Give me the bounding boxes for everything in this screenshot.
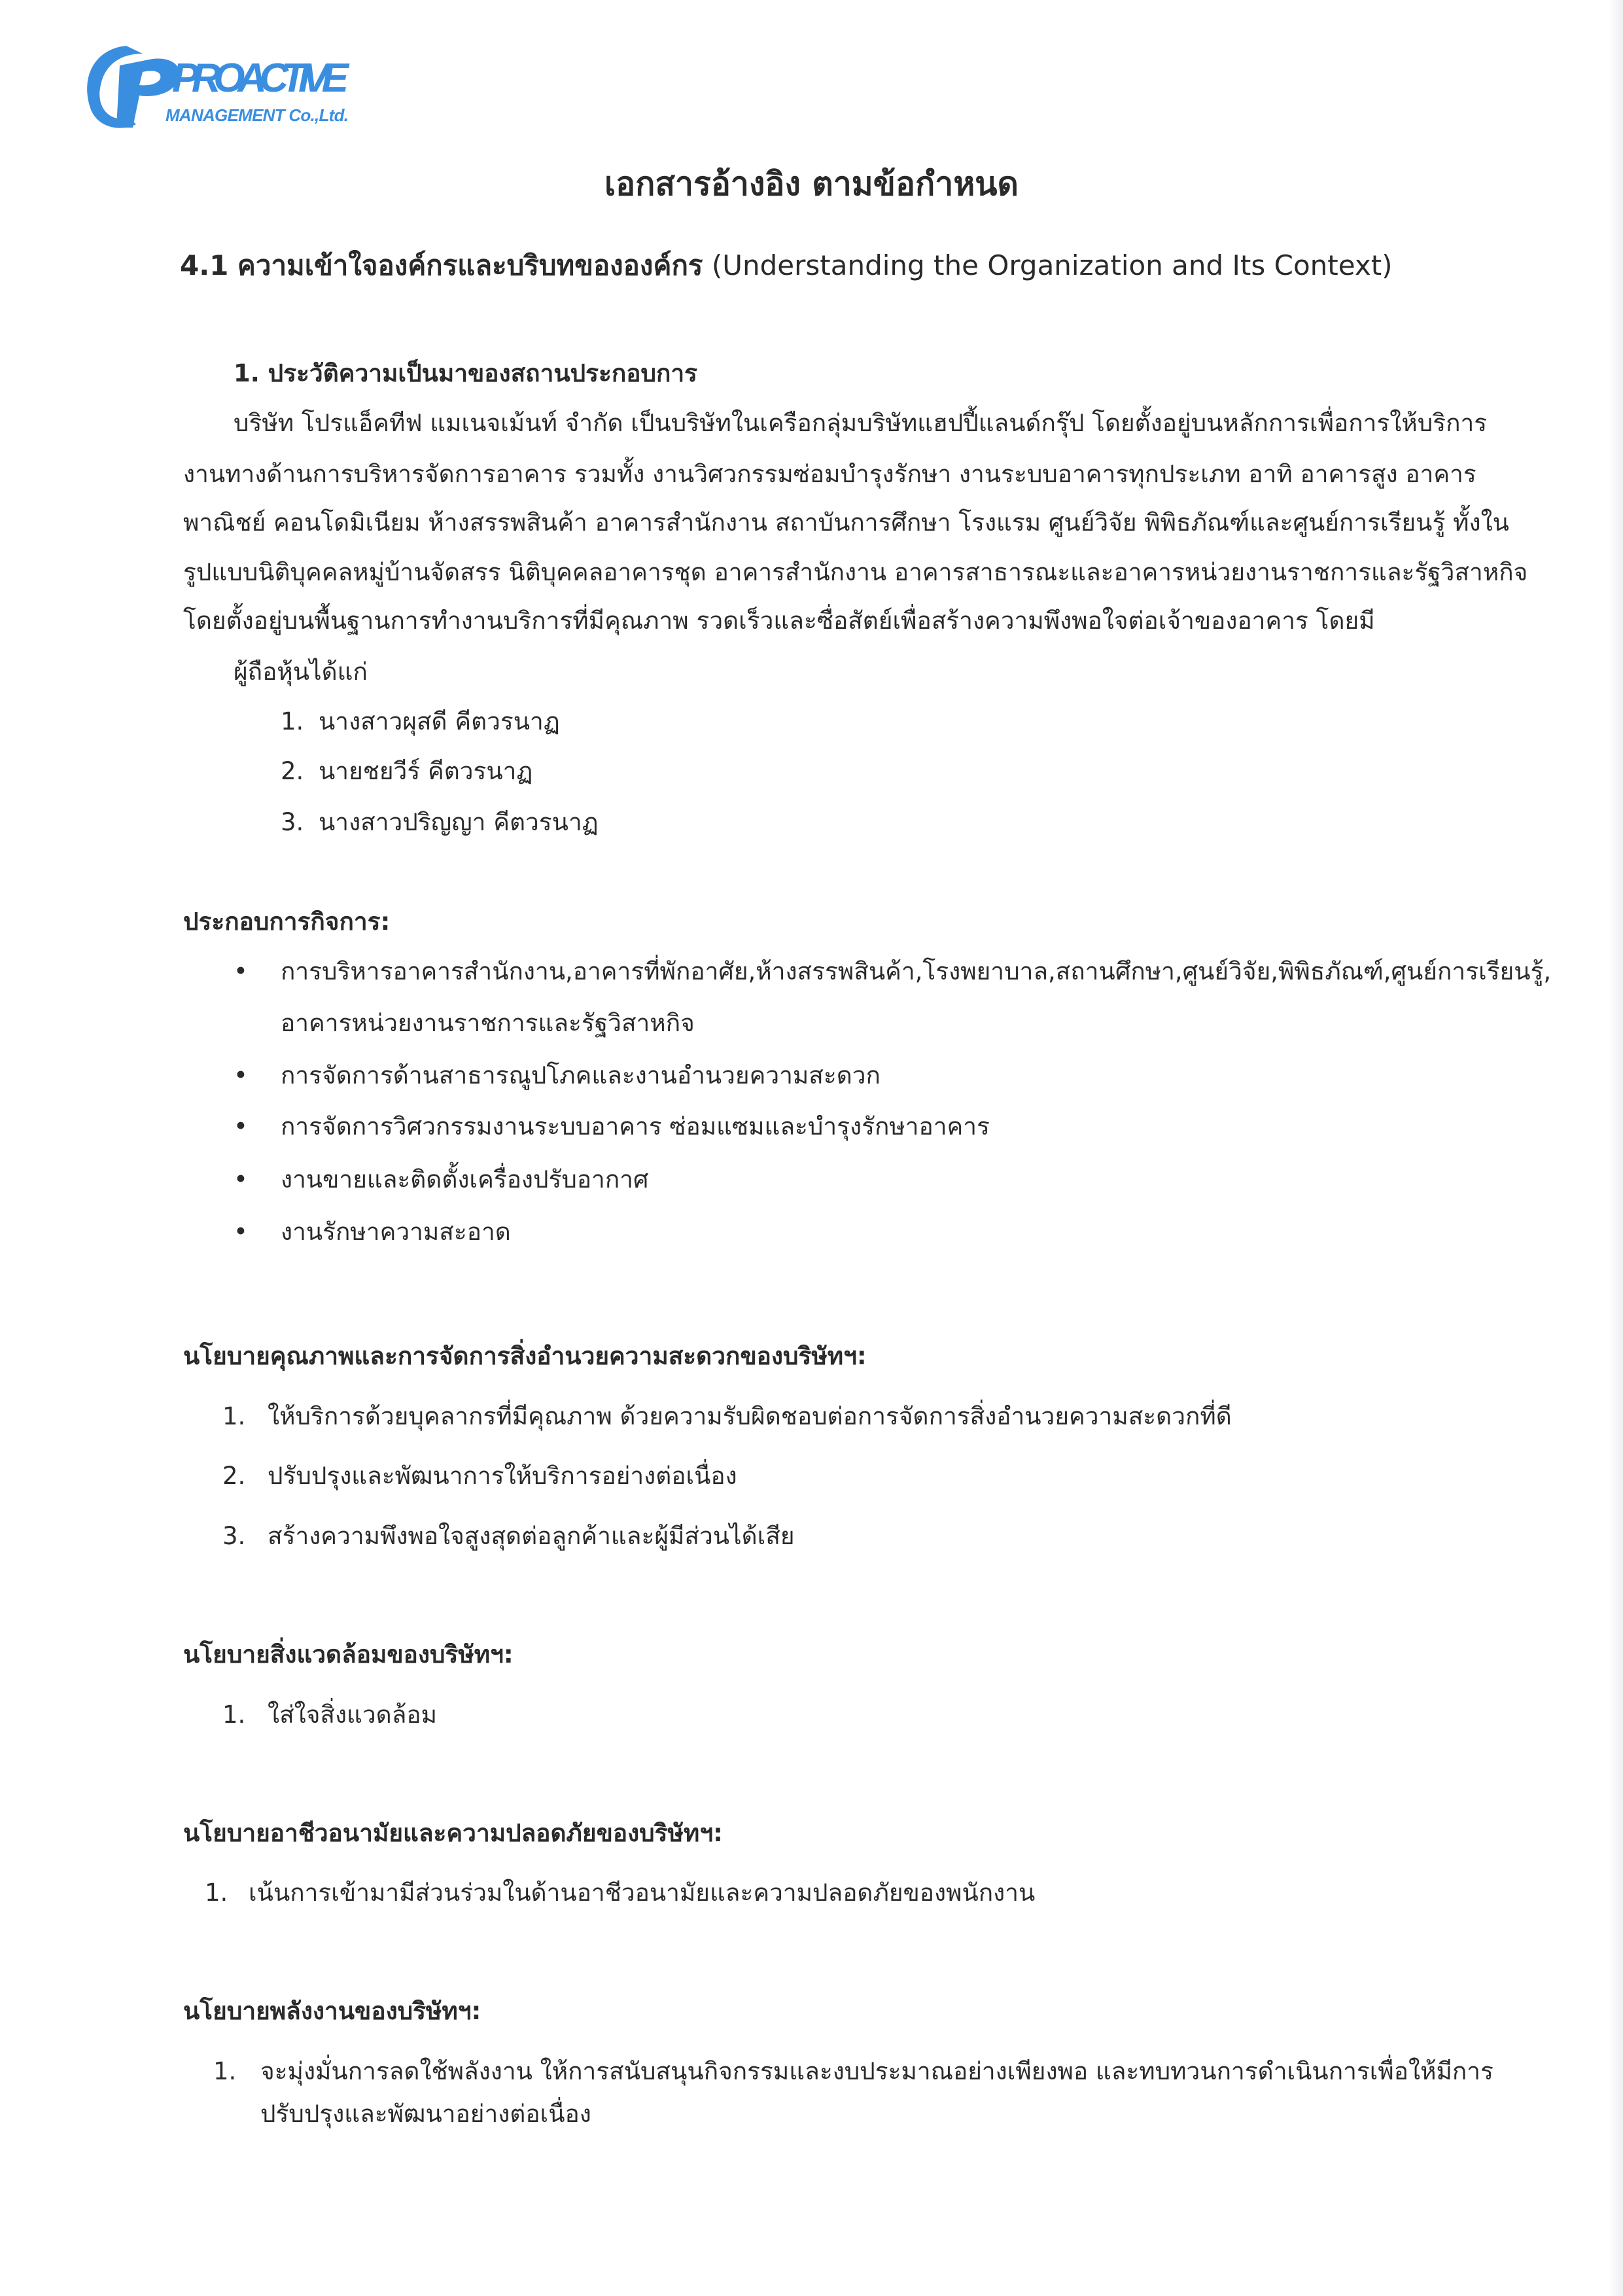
bullet-icon: •: [234, 957, 248, 985]
shareholder-name: นายชยวีร์ คีตวรนาฏ: [319, 757, 533, 785]
section-heading: [180, 249, 1393, 281]
energy-policy-heading: นโยบายพลังงานของบริษัทฯ:: [183, 1997, 481, 2025]
item-number: 1.: [222, 1402, 246, 1430]
bullet-icon: •: [234, 1218, 248, 1246]
page-title: เอกสารอ้างอิง ตามข้อกำหนด: [604, 165, 1019, 203]
ohs-policy-item: เน้นการเข้ามามีส่วนร่วมในด้านอาชีวอนามัยและความปลอดภัยของพนักงาน: [249, 1879, 1036, 1907]
scan-edge: [1609, 0, 1623, 2296]
quality-policy-heading: นโยบายคุณภาพและการจัดการสิ่งอำนวยความสะดวกของบริษัทฯ:: [183, 1342, 867, 1370]
item-number: 2.: [222, 1462, 246, 1490]
business-item: การจัดการด้านสาธารณูปโภคและงานอำนวยความสะดวก: [281, 1061, 881, 1089]
bullet-icon: •: [234, 1112, 248, 1140]
item-number: 3.: [222, 1522, 246, 1550]
quality-policy-item: ให้บริการด้วยบุคลากรที่มีคุณภาพ ด้วยความรับผิดชอบต่อการจัดการสิ่งอำนวยความสะดวกที่ดี: [268, 1402, 1232, 1430]
bullet-icon: •: [234, 1165, 248, 1193]
business-item: การบริหารอาคารสำนักงาน,อาคารที่พักอาศัย,ห้างสรรพสินค้า,โรงพยาบาล,สถานศึกษา,ศูนย์วิจัย,พิพิธภัณฑ์,ศูนย์การเรียนรู้,: [281, 957, 1552, 985]
proactive-logo: [80, 39, 355, 134]
history-line: ผู้ถือหุ้นได้แก่: [234, 658, 368, 686]
business-item: การจัดการวิศวกรรมงานระบบอาคาร ซ่อมแซมและบำรุงรักษาอาคาร: [281, 1112, 990, 1140]
item-number: 1.: [205, 1879, 228, 1907]
item-number: 1.: [213, 2057, 237, 2085]
shareholder-number: 2.: [281, 757, 304, 785]
shareholder-number: 3.: [281, 808, 304, 836]
svg-text:PROACTIVE: PROACTIVE: [172, 56, 349, 101]
ohs-policy-heading: นโยบายอาชีวอนามัยและความปลอดภัยของบริษัทฯ:: [183, 1819, 723, 1847]
history-heading: 1. ประวัติความเป็นมาของสถานประกอบการ: [234, 359, 698, 387]
history-line: พาณิชย์ คอนโดมิเนียม ห้างสรรพสินค้า อาคารสำนักงาน สถาบันการศึกษา โรงแรม ศูนย์วิจัย พิพิธภัณฑ์และศูนย์การเรียนรู้ ทั้งใน: [183, 508, 1509, 537]
section-title-en: (Understanding the Organization and Its Context): [711, 249, 1393, 281]
quality-policy-item: สร้างความพึงพอใจสูงสุดต่อลูกค้าและผู้มีส่วนได้เสีย: [268, 1522, 795, 1550]
environment-policy-heading: นโยบายสิ่งแวดล้อมของบริษัทฯ:: [183, 1640, 514, 1669]
history-line: รูปแบบนิติบุคคลหมู่บ้านจัดสรร นิติบุคคลอาคารชุด อาคารสำนักงาน อาคารสาธารณะและอาคารหน่วยงานราชการและรัฐวิสาหกิจ: [183, 558, 1528, 586]
business-item: งานขายและติดตั้งเครื่องปรับอากาศ: [281, 1165, 649, 1193]
bullet-icon: •: [234, 1061, 248, 1089]
energy-policy-item: จะมุ่งมั่นการลดใช้พลังงาน ให้การสนับสนุนกิจกรรมและงบประมาณอย่างเพียงพอ และทบทวนการดำเนินการเพื่อให้มีการ: [260, 2057, 1493, 2085]
history-line: โดยตั้งอยู่บนพื้นฐานการทำงานบริการที่มีคุณภาพ รวดเร็วและซื่อสัตย์เพื่อสร้างความพึงพอใจต่อเจ้าของอาคาร โดยมี: [183, 607, 1375, 635]
history-line: งานทางด้านการบริหารจัดการอาคาร รวมทั้ง งานวิศวกรรมซ่อมบำรุงรักษา งานระบบอาคารทุกประเภท อาทิ อาคารสูง อาคาร: [183, 460, 1476, 488]
business-heading: ประกอบการกิจการ:: [183, 908, 391, 936]
section-title-th: ความเข้าใจองค์กรและบริบทขององค์กร: [237, 249, 703, 281]
svg-text:MANAGEMENT Co.,Ltd.: MANAGEMENT Co.,Ltd.: [166, 105, 349, 125]
energy-policy-item: ปรับปรุงและพัฒนาอย่างต่อเนื่อง: [260, 2100, 591, 2128]
section-number: 4.1: [180, 249, 229, 281]
environment-policy-item: ใส่ใจสิ่งแวดล้อม: [268, 1701, 437, 1729]
item-number: 1.: [222, 1701, 246, 1729]
history-line: บริษัท โปรแอ็คทีฟ แมเนจเม้นท์ จำกัด เป็นบริษัทในเครือกลุ่มบริษัทแฮปปี้แลนด์กรุ๊ป โดยตั้งอยู่บนหลักการเพื่อการให้บริการ: [234, 409, 1488, 437]
business-item: อาคารหน่วยงานราชการและรัฐวิสาหกิจ: [281, 1009, 695, 1037]
shareholder-name: นางสาวผุสดี คีตวรนาฏ: [319, 707, 560, 735]
shareholder-number: 1.: [281, 707, 304, 735]
business-item: งานรักษาความสะอาด: [281, 1218, 511, 1246]
quality-policy-item: ปรับปรุงและพัฒนาการให้บริการอย่างต่อเนื่อง: [268, 1462, 737, 1490]
shareholder-name: นางสาวปริญญา คีตวรนาฏ: [319, 808, 599, 836]
